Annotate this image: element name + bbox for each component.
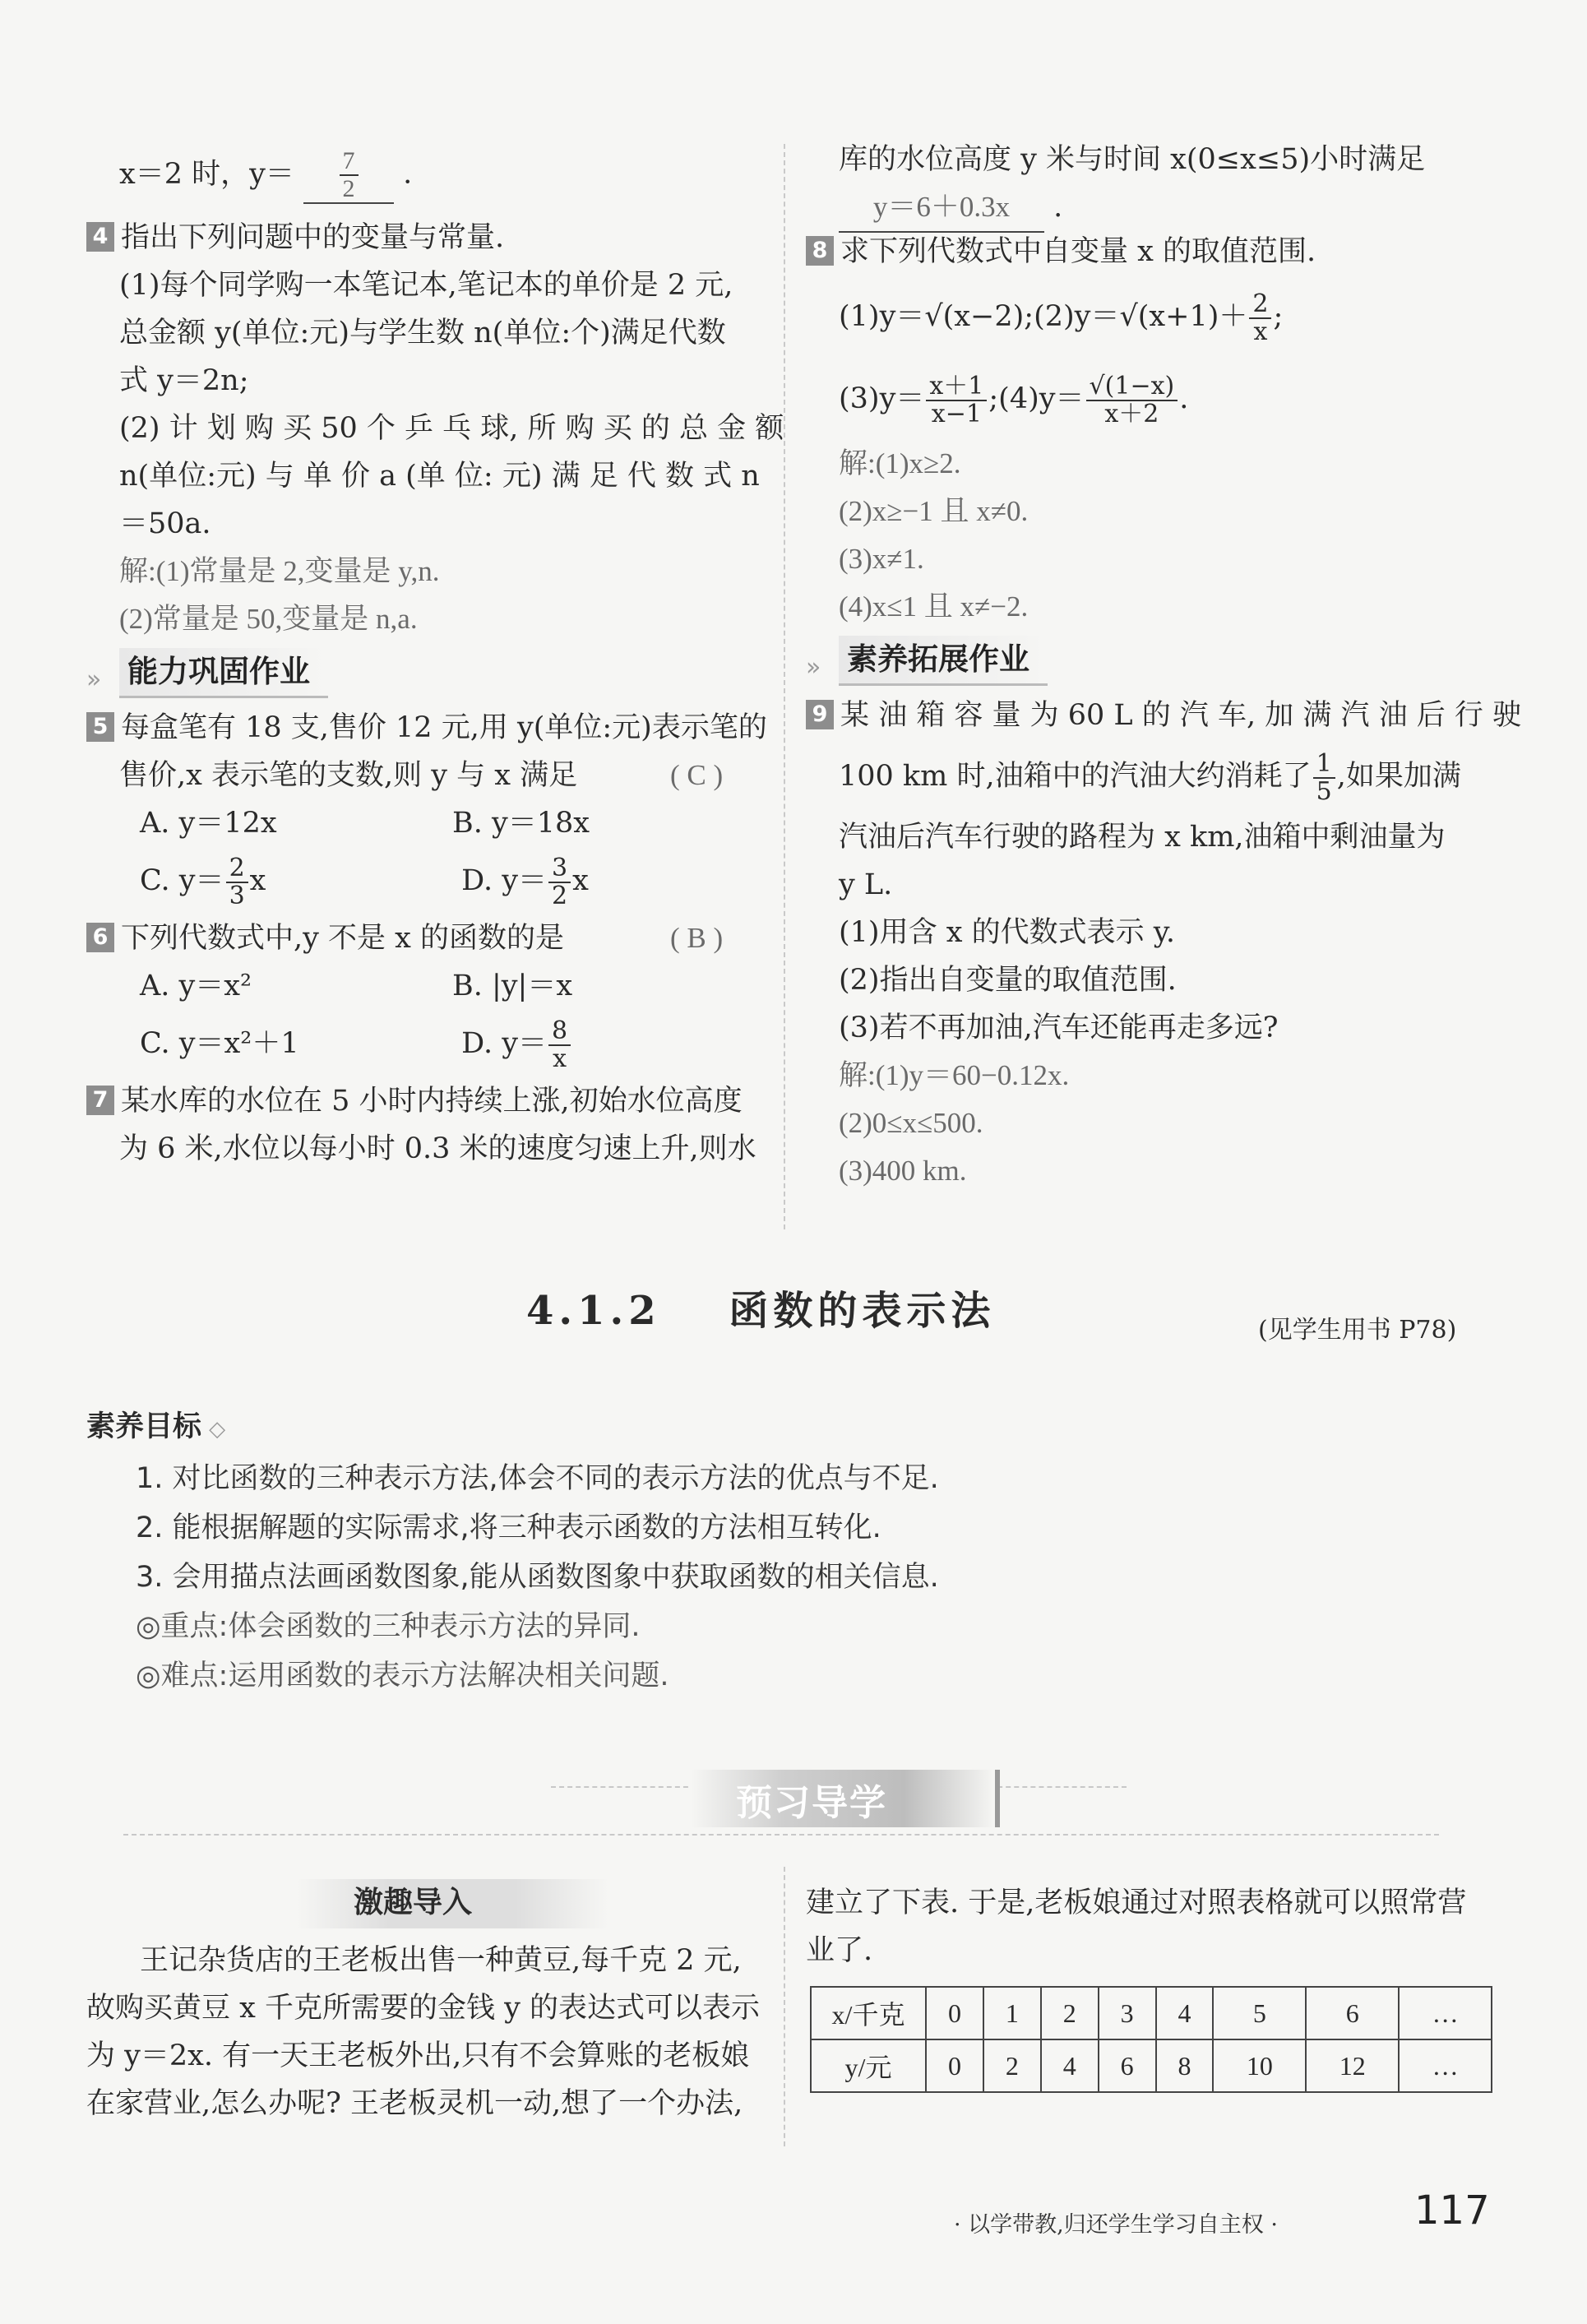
option-d-fraction [548, 855, 571, 910]
goal-item: 2. 能根据解题的实际需求,将三种表示函数的方法相互转化. [136, 1512, 881, 1544]
frac-denominator: 5 [1316, 776, 1332, 806]
question-number: 5 [86, 712, 114, 742]
table-row-header: x/千克 [811, 1987, 926, 2039]
q9-text: 汽油后汽车行驶的路程为 x km,油箱中剩油量为 [839, 821, 1446, 854]
intro-text: 王记杂货店的王老板出售一种黄豆,每千克 2 元, [140, 1944, 742, 1977]
table-cell: 4 [1041, 2039, 1099, 2092]
learning-goals [86, 1402, 939, 1701]
frac-denominator: x＋2 [1104, 399, 1159, 428]
double-chevron-icon: » [86, 665, 102, 694]
variable-x: x [249, 864, 266, 897]
goals-heading [86, 1402, 939, 1454]
q7-answer-blank: y＝6＋0.3x [839, 183, 1044, 233]
table-row [811, 1987, 1492, 2039]
q8-answer-line: 解:(1)x≥2. [839, 447, 961, 479]
preview-banner [123, 1768, 1439, 1824]
table-cell: 6 [1306, 1987, 1399, 2039]
q4-answer-line: 解:(1)常量是 2,变量是 y,n. [119, 555, 440, 587]
q7-text: 某水库的水位在 5 小时内持续上涨,初始水位高度 [121, 1085, 743, 1118]
q9-answer-line: (2)0≤x≤500. [839, 1107, 983, 1139]
q8-answer-line: (4)x≤1 且 x≠−2. [839, 590, 1029, 623]
intro-text: 故购买黄豆 x 千克所需要的金钱 y 的表达式可以表示 [86, 1992, 761, 2025]
q9-answer-line: (3)400 km. [839, 1155, 967, 1187]
q6-stem [86, 914, 769, 962]
frac-numerator: 2 [1249, 291, 1271, 319]
footer-slogan: · 以学带教,归还学生学习自主权 · [954, 2212, 1278, 2238]
q9-text: ,如果加满 [1336, 760, 1461, 793]
q9-line2 [806, 739, 1497, 813]
q9-answer-line: 解:(1)y＝60−0.12x. [839, 1059, 1070, 1091]
diamond-icon: ◇ [201, 1417, 226, 1442]
difficult-point: ◎难点:运用函数的表示方法解决相关问题. [136, 1660, 669, 1692]
q5-answer: ( C ) [670, 759, 724, 791]
q5-stem-line2 [86, 752, 769, 799]
question-number: 8 [806, 236, 834, 266]
frac-denominator: x [1253, 317, 1268, 346]
intro-text: 建立了下表. 于是,老板娘通过对照表格就可以照常营 [806, 1887, 1467, 1919]
q5-text: 售价,x 表示笔的支数,则 y 与 x 满足 [119, 759, 578, 792]
option-a: A. y＝x² [140, 970, 252, 1002]
table-cell: 8 [1156, 2039, 1214, 2092]
table-cell: 3 [1099, 1987, 1156, 2039]
q9-text: 100 km 时,油箱中的汽油大约消耗了 [839, 760, 1312, 793]
q9-text: 某 油 箱 容 量 为 60 L 的 汽 车, 加 满 汽 油 后 行 驶 [840, 699, 1522, 732]
goals-heading-text: 素养目标 [86, 1410, 202, 1443]
intro-heading-box [86, 1879, 773, 1937]
option-d-label: D. y＝ [461, 1027, 547, 1060]
q4-part1-line: (1)每个同学购一本笔记本,笔记本的单价是 2 元, [119, 269, 733, 302]
left-column [86, 147, 784, 1173]
q6-options-row2 [86, 1010, 769, 1077]
q8-stem [806, 228, 1497, 275]
lesson-title [526, 1279, 995, 1336]
table-cell: 12 [1306, 2039, 1399, 2092]
frac-denominator: 2 [342, 175, 355, 202]
q5-stem [86, 704, 769, 752]
intro-text: 为 y＝2x. 有一天王老板外出,只有不会算账的老板娘 [86, 2039, 750, 2072]
option-d [461, 853, 589, 910]
frac-numerator: 8 [548, 1018, 571, 1046]
frac-numerator: 2 [226, 855, 248, 883]
section-header-extension [806, 631, 1497, 692]
frac-denominator: 2 [551, 881, 568, 910]
q8-expression: ;(4)y＝ [988, 382, 1085, 415]
price-table [810, 1986, 1492, 2093]
right-column [806, 136, 1522, 1195]
table-cell: 2 [1041, 1987, 1099, 2039]
option-d-label: D. y＝ [461, 864, 547, 897]
q4-part2-line: (2) 计 划 购 买 50 个 乒 乓 球, 所 购 买 的 总 金 额 [119, 412, 784, 445]
table-cell: 0 [926, 2039, 983, 2092]
q8-expression: (3)y＝ [839, 382, 925, 415]
frac-numerator: 7 [340, 148, 359, 176]
section-title: 能力巩固作业 [119, 648, 328, 698]
frac-numerator: 3 [548, 855, 571, 883]
option-c-label: C. y＝ [140, 864, 224, 897]
goal-item: 1. 对比函数的三种表示方法,体会不同的表示方法的优点与不足. [136, 1462, 939, 1495]
preview-title: 预习导学 [736, 1782, 887, 1824]
option-b: B. |y|＝x [452, 970, 573, 1002]
q9-part: (1)用含 x 的代数式表示 y. [839, 916, 1175, 949]
table-cell: … [1399, 2039, 1492, 2092]
q4-part2-line: ＝50a. [119, 507, 211, 540]
q6-options-row1 [86, 962, 769, 1010]
q8-stem-text: 求下列代数式中自变量 x 的取值范围. [840, 235, 1316, 268]
option-d [461, 1016, 572, 1073]
q8-expr-row1: (1)y＝√(x−2);(2)y＝√(x+1)＋ $\frac{2}{x}$ ; [839, 289, 1284, 346]
q4-part1-line: 总金额 y(单位:元)与学生数 n(单位:个)满足代数 [119, 317, 726, 350]
q7-answer-line: y＝6＋0.3x . [806, 183, 1497, 228]
column-divider [784, 144, 785, 1229]
q7-continued-text: 库的水位高度 y 米与时间 x(0≤x≤5)小时满足 [839, 143, 1426, 176]
table-row-header: y/元 [811, 2039, 926, 2092]
table-cell: 1 [983, 1987, 1041, 2039]
table-cell: 10 [1213, 2039, 1306, 2092]
q4-part1-line: 式 y＝2n; [119, 364, 249, 397]
q8-expression: (1)y＝√(x−2);(2)y＝√(x+1)＋ [839, 300, 1248, 333]
table-cell: … [1399, 1987, 1492, 2039]
q9-fraction [1313, 748, 1335, 806]
option-a: A. y＝12x [140, 807, 277, 840]
q3-text: x＝2 时，y＝ [119, 157, 294, 191]
q5-options-row1 [86, 799, 769, 847]
q6-text: 下列代数式中,y 不是 x 的函数的是 [121, 922, 565, 955]
q7-stem [86, 1077, 769, 1125]
question-number: 7 [86, 1086, 114, 1115]
key-point: ◎重点:体会函数的三种表示方法的异同. [136, 1610, 641, 1643]
option-d-fraction [548, 1018, 571, 1072]
frac-denominator: 3 [229, 881, 245, 910]
lesson-name: 函数的表示法 [729, 1288, 996, 1334]
banner-line [123, 1834, 1439, 1836]
question-number: 6 [86, 923, 114, 952]
option-c [140, 847, 452, 914]
q7-text: 为 6 米,水位以每小时 0.3 米的速度匀速上升,则水 [119, 1132, 756, 1165]
frac-numerator: √(1−x) [1086, 373, 1178, 401]
intro-right [806, 1879, 1497, 1974]
q4-part2-line: n(单位:元) 与 单 价 a (单 位: 元) 满 足 代 数 式 n [119, 460, 760, 493]
q9-part: (2)指出自变量的取值范围. [839, 964, 1177, 997]
column-divider [784, 1867, 785, 2146]
q4-stem-text: 指出下列问题中的变量与常量. [121, 221, 505, 254]
q9-part: (3)若不再加油,汽车还能再走多远? [839, 1012, 1279, 1044]
intro-left [86, 1879, 773, 2127]
q3-answer-line: x＝2 时，y＝ $\frac{7}{2}$ . [86, 148, 769, 214]
goal-item: 3. 会用描点法画函数图象,能从函数图象中获取函数的相关信息. [136, 1561, 939, 1594]
section-header-consolidation [86, 643, 769, 704]
q8-fraction [926, 373, 987, 428]
table-cell: 0 [926, 1987, 983, 2039]
table-cell: 5 [1213, 1987, 1306, 2039]
lesson-number: 4.1.2 [526, 1288, 661, 1334]
variable-x: x [572, 864, 589, 897]
q8-fraction [1249, 291, 1271, 345]
frac-numerator: x＋1 [926, 373, 987, 401]
q4-answer-line: (2)常量是 50,变量是 n,a. [119, 603, 418, 635]
q5-options-row2 [86, 847, 769, 914]
table-cell: 6 [1099, 2039, 1156, 2092]
q4-stem [86, 214, 769, 262]
q8-fraction [1086, 373, 1178, 428]
section-title: 素养拓展作业 [839, 636, 1048, 686]
question-number: 9 [806, 700, 834, 729]
q8-answer-line: (2)x≥−1 且 x≠0. [839, 495, 1029, 527]
intro-text: 在家营业,怎么办呢? 王老板灵机一动,想了一个办法, [86, 2087, 743, 2120]
textbook-reference: (见学生用书 P78) [1258, 1316, 1457, 1345]
q3-answer-fraction [340, 148, 359, 202]
double-chevron-icon: » [806, 653, 821, 682]
option-c-fraction [226, 855, 248, 910]
intro-heading: 激趣导入 [354, 1886, 473, 1919]
q8-answer-line: (3)x≠1. [839, 543, 924, 575]
option-b: B. y＝18x [452, 807, 590, 840]
frac-denominator: x−1 [931, 399, 982, 428]
table-cell: 4 [1156, 1987, 1214, 2039]
q3-answer-blank [303, 148, 394, 204]
intro-text: 业了. [806, 1934, 873, 1967]
q9-stem [806, 692, 1522, 739]
question-number: 4 [86, 222, 114, 252]
table-row [811, 2039, 1492, 2092]
option-c: C. y＝x²＋1 [140, 1027, 299, 1060]
q5-text: 每盒笔有 18 支,售价 12 元,用 y(单位:元)表示笔的 [121, 711, 767, 744]
table-cell: 2 [983, 2039, 1041, 2092]
q6-answer: ( B ) [670, 922, 724, 954]
frac-denominator: x [553, 1044, 567, 1073]
q9-text: y L. [839, 868, 893, 901]
frac-numerator: 1 [1313, 751, 1335, 779]
q8-expr-row2: (3)y＝ $\frac{x+1}{x-1}$ ;(4)y＝ $\frac{√(1-x)}{x+2}$ . [839, 371, 1189, 428]
page-number: 117 [1414, 2187, 1490, 2234]
